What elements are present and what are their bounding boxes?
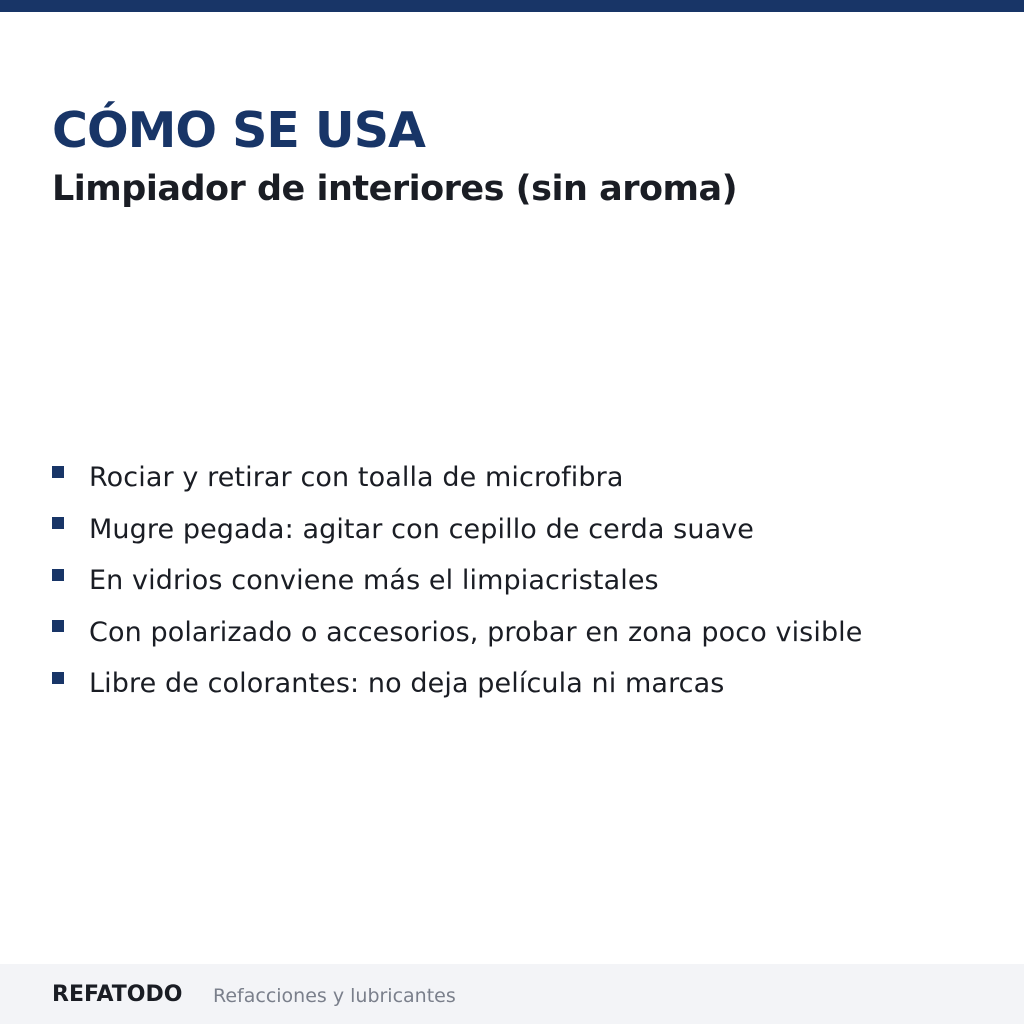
list-item	[52, 504, 863, 556]
instruction-text: En vidrios conviene más el limpiacristales	[89, 565, 659, 597]
page-subtitle: Limpiador de interiores (sin aroma)	[52, 169, 738, 209]
list-item	[52, 452, 863, 504]
brand-tagline: Refacciones y lubricantes	[213, 985, 456, 1007]
square-bullet-icon	[52, 620, 64, 632]
list-item	[52, 555, 863, 607]
list-item	[52, 658, 863, 710]
instruction-text: Libre de colorantes: no deja película ni marcas	[89, 668, 725, 700]
square-bullet-icon	[52, 672, 64, 684]
brand-name: REFATODO	[52, 982, 183, 1007]
square-bullet-icon	[52, 517, 64, 529]
instruction-text: Rociar y retirar con toalla de microfibra	[89, 462, 624, 494]
list-item	[52, 607, 863, 659]
instruction-text: Con polarizado o accesorios, probar en zona poco visible	[89, 616, 863, 648]
square-bullet-icon	[52, 466, 64, 478]
square-bullet-icon	[52, 569, 64, 581]
page-title: CÓMO SE USA	[52, 102, 425, 159]
top-accent-bar	[0, 0, 1024, 12]
instruction-list	[52, 452, 863, 710]
instruction-text: Mugre pegada: agitar con cepillo de cerda suave	[89, 513, 754, 545]
